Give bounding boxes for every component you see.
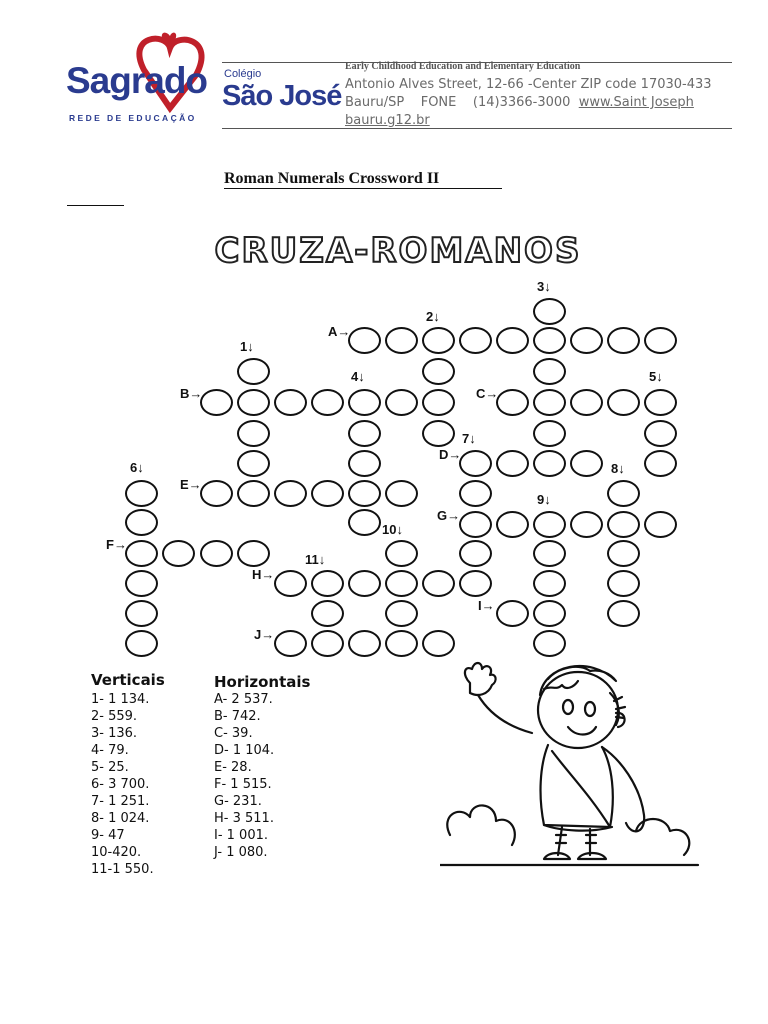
crossword-cell[interactable] xyxy=(533,600,566,627)
crossword-cell[interactable] xyxy=(607,389,640,416)
right-arrow-icon: → xyxy=(261,627,275,642)
clue-number-5: 5↓ xyxy=(649,369,663,384)
crossword-cell[interactable] xyxy=(533,358,566,385)
sagrado-logo xyxy=(66,30,216,134)
roman-boy-illustration xyxy=(440,655,700,885)
vertical-clue: 7- 1 251. xyxy=(91,794,150,809)
crossword-cell[interactable] xyxy=(644,511,677,538)
crossword-cell[interactable] xyxy=(237,420,270,447)
right-arrow-icon: → xyxy=(485,386,499,401)
sagrado-wordmark: Sagrado xyxy=(66,60,208,101)
crossword-cell[interactable] xyxy=(422,327,455,354)
crossword-cell[interactable] xyxy=(533,540,566,567)
crossword-cell[interactable] xyxy=(125,600,158,627)
crossword-cell[interactable] xyxy=(237,450,270,477)
crossword-cell[interactable] xyxy=(348,389,381,416)
horizontal-clue: H- 3 511. xyxy=(214,811,274,826)
horizontal-clue: I- 1 001. xyxy=(214,828,269,843)
crossword-cell[interactable] xyxy=(385,600,418,627)
horizontal-clue: G- 231. xyxy=(214,794,262,809)
vertical-clue: 2- 559. xyxy=(91,709,138,724)
crossword-cell[interactable] xyxy=(533,570,566,597)
clue-number-3: 3↓ xyxy=(537,279,551,294)
document-title: Roman Numerals Crossword II xyxy=(224,170,440,187)
crossword-cell[interactable] xyxy=(533,420,566,447)
horizontal-clue: B- 742. xyxy=(214,709,261,724)
down-arrow-icon: ↓ xyxy=(396,522,403,537)
clue-letter-G: G→ xyxy=(437,508,461,523)
crossword-cell[interactable] xyxy=(348,327,381,354)
crossword-cell[interactable] xyxy=(274,389,307,416)
clue-letter-A: A→ xyxy=(328,324,351,339)
crossword-cell[interactable] xyxy=(348,630,381,657)
horizontal-clue: C- 39. xyxy=(214,726,253,741)
crossword-cell[interactable] xyxy=(200,540,233,567)
right-arrow-icon: → xyxy=(447,508,461,523)
clue-number-2: 2↓ xyxy=(426,309,440,324)
clue-number-4: 4↓ xyxy=(351,369,365,384)
clue-number-8: 8↓ xyxy=(611,461,625,476)
crossword-cell[interactable] xyxy=(533,630,566,657)
crossword-cell[interactable] xyxy=(607,540,640,567)
clue-letter-H: H→ xyxy=(252,567,275,582)
down-arrow-icon: ↓ xyxy=(544,279,551,294)
crossword-cell[interactable] xyxy=(385,389,418,416)
crossword-cell[interactable] xyxy=(459,450,492,477)
clue-letter-E: E→ xyxy=(180,477,202,492)
crossword-cell[interactable] xyxy=(125,480,158,507)
right-arrow-icon: → xyxy=(481,598,495,613)
clue-number-6: 6↓ xyxy=(130,460,144,475)
crossword-cell[interactable] xyxy=(237,358,270,385)
down-arrow-icon: ↓ xyxy=(358,369,365,384)
crossword-cell[interactable] xyxy=(348,509,381,536)
crossword-cell[interactable] xyxy=(274,630,307,657)
down-arrow-icon: ↓ xyxy=(247,339,254,354)
crossword-cell[interactable] xyxy=(607,327,640,354)
header-phone: (14)3366-3000 xyxy=(472,95,571,110)
crossword-cell[interactable] xyxy=(162,540,195,567)
horizontal-clue: A- 2 537. xyxy=(214,692,273,707)
crossword-cell[interactable] xyxy=(459,540,492,567)
sagrado-subtitle: REDE DE EDUCAÇÃO xyxy=(69,113,197,123)
clue-number-9: 9↓ xyxy=(537,492,551,507)
crossword-cell[interactable] xyxy=(348,480,381,507)
down-arrow-icon: ↓ xyxy=(544,492,551,507)
down-arrow-icon: ↓ xyxy=(618,461,625,476)
clue-letter-D: D→ xyxy=(439,447,462,462)
cruza-romanos-heading xyxy=(188,232,608,270)
crossword-cell[interactable] xyxy=(422,358,455,385)
crossword-cell[interactable] xyxy=(644,420,677,447)
crossword-cell[interactable] xyxy=(496,600,529,627)
down-arrow-icon: ↓ xyxy=(469,431,476,446)
horizontais-heading: Horizontais xyxy=(214,673,311,691)
short-rule xyxy=(67,205,124,206)
crossword-cell[interactable] xyxy=(385,570,418,597)
crossword-cell[interactable] xyxy=(200,480,233,507)
crossword-cell[interactable] xyxy=(311,389,344,416)
crossword-cell[interactable] xyxy=(644,327,677,354)
puzzle-heading-text: CRUZA-ROMANOS xyxy=(214,232,582,270)
clue-letter-C: C→ xyxy=(476,386,499,401)
crossword-cell[interactable] xyxy=(570,511,603,538)
crossword-cell[interactable] xyxy=(607,480,640,507)
crossword-cell[interactable] xyxy=(533,511,566,538)
crossword-cell[interactable] xyxy=(533,389,566,416)
sao-jose-logo xyxy=(222,68,342,118)
crossword-cell[interactable] xyxy=(422,630,455,657)
crossword-cell[interactable] xyxy=(237,540,270,567)
crossword-cell[interactable] xyxy=(237,389,270,416)
website-link-cont[interactable]: bauru.g12.br xyxy=(345,113,430,128)
right-arrow-icon: → xyxy=(188,477,202,492)
crossword-cell[interactable] xyxy=(125,540,158,567)
clue-letter-B: B→ xyxy=(180,386,203,401)
crossword-cell[interactable] xyxy=(459,327,492,354)
vertical-clue: 8- 1 024. xyxy=(91,811,150,826)
crossword-cell[interactable] xyxy=(496,450,529,477)
crossword-cell[interactable] xyxy=(274,570,307,597)
crossword-cell[interactable] xyxy=(311,600,344,627)
crossword-cell[interactable] xyxy=(385,540,418,567)
crossword-cell[interactable] xyxy=(422,570,455,597)
sao-jose-wordmark: São José xyxy=(222,80,342,112)
crossword-cell[interactable] xyxy=(311,630,344,657)
header-fone-label: FONE xyxy=(420,95,457,110)
horizontal-clue: E- 28. xyxy=(214,760,252,775)
crossword-cell[interactable] xyxy=(348,450,381,477)
website-link[interactable]: www.Saint Joseph xyxy=(578,95,694,110)
down-arrow-icon: ↓ xyxy=(656,369,663,384)
horizontal-clue: D- 1 104. xyxy=(214,743,275,758)
crossword-cell[interactable] xyxy=(459,570,492,597)
crossword-cell[interactable] xyxy=(200,389,233,416)
crossword-cell[interactable] xyxy=(311,570,344,597)
header-rule-bottom xyxy=(222,128,732,129)
crossword-cell[interactable] xyxy=(570,450,603,477)
horizontal-clue: F- 1 515. xyxy=(214,777,272,792)
crossword-cell[interactable] xyxy=(644,389,677,416)
down-arrow-icon: ↓ xyxy=(433,309,440,324)
right-arrow-icon: → xyxy=(189,386,203,401)
header-city: Bauru/SP xyxy=(345,95,405,110)
right-arrow-icon: → xyxy=(113,537,127,552)
crossword-cell[interactable] xyxy=(125,570,158,597)
header-address: Antonio Alves Street, 12-66 -Center ZIP code 17030-433 xyxy=(345,77,712,92)
crossword-cell[interactable] xyxy=(533,298,566,325)
vertical-clue: 10-420. xyxy=(91,845,142,860)
clue-number-1: 1↓ xyxy=(240,339,254,354)
clue-letter-I: I→ xyxy=(478,598,495,613)
crossword-cell[interactable] xyxy=(385,630,418,657)
horizontal-clue: J- 1 080. xyxy=(214,845,268,860)
crossword-cell[interactable] xyxy=(496,327,529,354)
clue-number-7: 7↓ xyxy=(462,431,476,446)
verticais-heading: Verticais xyxy=(91,671,165,689)
crossword-cell[interactable] xyxy=(459,511,492,538)
vertical-clue: 5- 25. xyxy=(91,760,129,775)
right-arrow-icon: → xyxy=(448,447,462,462)
crossword-cell[interactable] xyxy=(274,480,307,507)
crossword-cell[interactable] xyxy=(348,420,381,447)
crossword-cell[interactable] xyxy=(607,511,640,538)
vertical-clue: 4- 79. xyxy=(91,743,129,758)
clue-number-10: 10↓ xyxy=(382,522,403,537)
vertical-clue: 11-1 550. xyxy=(91,862,154,877)
right-arrow-icon: → xyxy=(337,324,351,339)
crossword-cell[interactable] xyxy=(644,450,677,477)
crossword-cell[interactable] xyxy=(385,327,418,354)
crossword-cell[interactable] xyxy=(125,509,158,536)
vertical-clue: 1- 1 134. xyxy=(91,692,150,707)
crossword-cell[interactable] xyxy=(570,327,603,354)
crossword-cell[interactable] xyxy=(459,480,492,507)
down-arrow-icon: ↓ xyxy=(137,460,144,475)
vertical-clue: 6- 3 700. xyxy=(91,777,150,792)
vertical-clue: 9- 47 xyxy=(91,828,125,843)
crossword-cell[interactable] xyxy=(533,450,566,477)
crossword-cell[interactable] xyxy=(496,389,529,416)
clue-letter-F: F→ xyxy=(106,537,127,552)
colegio-label: Colégio xyxy=(224,68,262,80)
right-arrow-icon: → xyxy=(261,567,275,582)
crossword-cell[interactable] xyxy=(607,600,640,627)
crossword-cell[interactable] xyxy=(496,511,529,538)
crossword-cell[interactable] xyxy=(422,420,455,447)
crossword-cell[interactable] xyxy=(607,570,640,597)
crossword-cell[interactable] xyxy=(422,389,455,416)
down-arrow-icon: ↓ xyxy=(318,552,326,567)
header-education-line: Early Childhood Education and Elementary Education xyxy=(345,61,581,72)
crossword-cell[interactable] xyxy=(533,327,566,354)
crossword-cell[interactable] xyxy=(237,480,270,507)
crossword-cell[interactable] xyxy=(385,480,418,507)
clue-number-11: 11↓ xyxy=(305,552,326,567)
crossword-cell[interactable] xyxy=(125,630,158,657)
crossword-cell[interactable] xyxy=(570,389,603,416)
crossword-cell[interactable] xyxy=(348,570,381,597)
clue-letter-J: J→ xyxy=(254,627,275,642)
crossword-cell[interactable] xyxy=(311,480,344,507)
header-contact-line xyxy=(345,95,694,110)
vertical-clue: 3- 136. xyxy=(91,726,138,741)
title-underline xyxy=(224,188,502,189)
